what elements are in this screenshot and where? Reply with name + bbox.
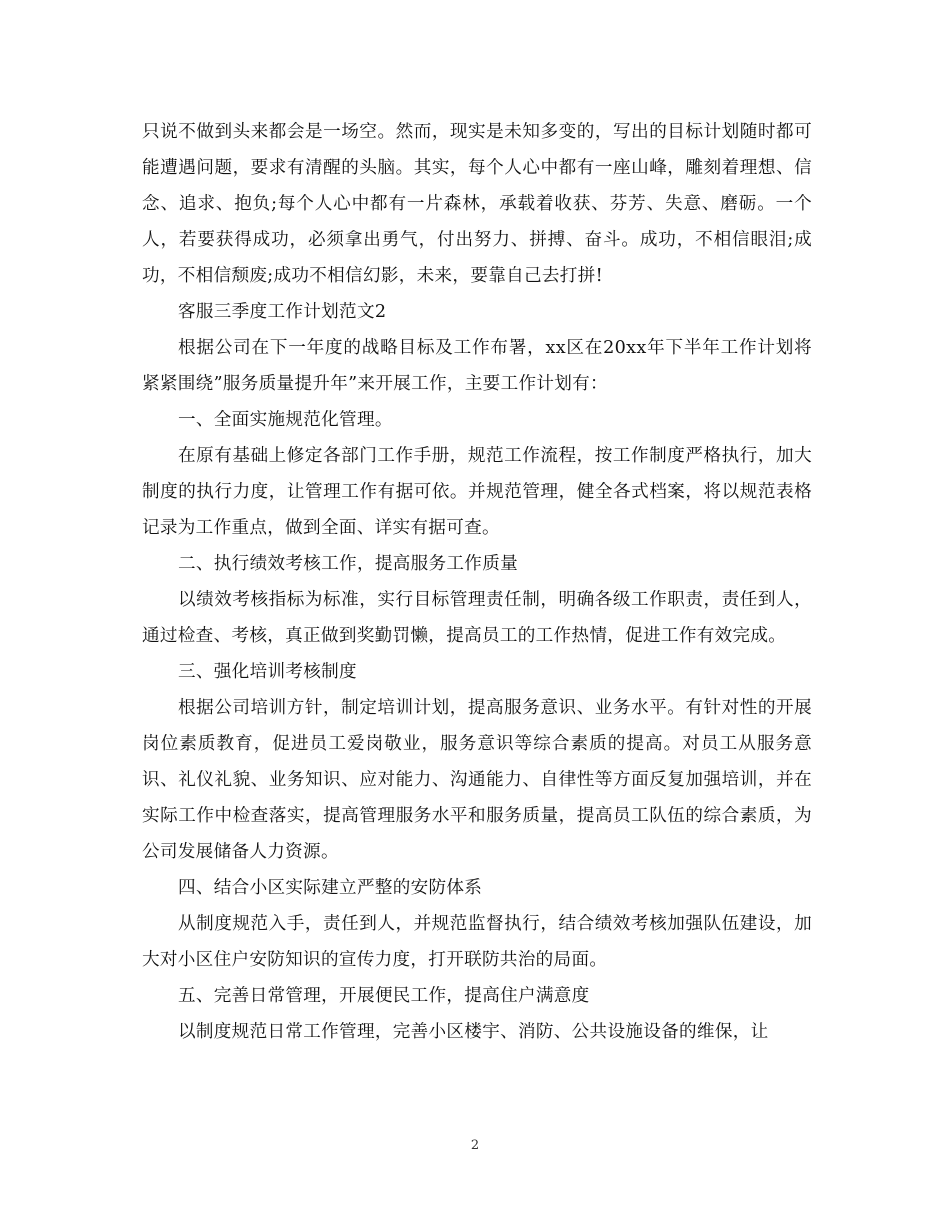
- paragraph-continuation: 只说不做到头来都会是一场空。然而，现实是未知多变的，写出的目标计划随时都可能遭遇问题，要求有清醒的头脑。其实，每个人心中都有一座山峰，雕刻着理想、信念、追求、抱负;每个人心中都有一片森林，承载着收获、芬芳、失意、磨砺。一个人，若要获得成功，必须拿出勇气，付出努力、拼搏、奋斗。成功，不相信眼泪;成功，不相信颓废;成功不相信幻影，未来，要靠自己去打拼!: [142, 122, 812, 286]
- heading-1: 一、全面实施规范化管理。: [178, 410, 393, 430]
- paragraph-5: 以制度规范日常工作管理，完善小区楼宇、消防、公共设施设备的维保，让: [178, 1022, 769, 1042]
- intro-paragraph: 根据公司在下一年度的战略目标及工作布署，xx区在20xx年下半年工作计划将紧紧围绕”服务质量提升年”来开展工作，主要工作计划有：: [142, 338, 812, 394]
- paragraph-1: 在原有基础上修定各部门工作手册，规范工作流程，按工作制度严格执行，加大制度的执行力度，让管理工作有据可依。并规范管理，健全各式档案，将以规范表格记录为工作重点，做到全面、详实有据可查。: [142, 446, 812, 538]
- paragraph-4: 从制度规范入手，责任到人，并规范监督执行，结合绩效考核加强队伍建设，加大对小区住户安防知识的宣传力度，打开联防共治的局面。: [142, 914, 812, 970]
- page-number: 2: [470, 1138, 480, 1153]
- document-body: [142, 114, 812, 1050]
- heading-3: 三、强化培训考核制度: [178, 662, 357, 682]
- heading-2: 二、执行绩效考核工作，提高服务工作质量: [178, 554, 518, 574]
- section-title: 客服三季度工作计划范文2: [178, 302, 387, 322]
- heading-5: 五、完善日常管理，开展便民工作，提高住户满意度: [178, 986, 590, 1006]
- heading-4: 四、结合小区实际建立严整的安防体系: [178, 878, 483, 898]
- paragraph-3: 根据公司培训方针，制定培训计划，提高服务意识、业务水平。有针对性的开展岗位素质教育，促进员工爱岗敬业，服务意识等综合素质的提高。对员工从服务意识、礼仪礼貌、业务知识、应对能力、沟通能力、自律性等方面反复加强培训，并在实际工作中检查落实，提高管理服务水平和服务质量，提高员工队伍的综合素质，为公司发展储备人力资源。: [142, 698, 812, 862]
- paragraph-2: 以绩效考核指标为标准，实行目标管理责任制，明确各级工作职责，责任到人，通过检查、考核，真正做到奖勤罚懒，提高员工的工作热情，促进工作有效完成。: [142, 590, 812, 646]
